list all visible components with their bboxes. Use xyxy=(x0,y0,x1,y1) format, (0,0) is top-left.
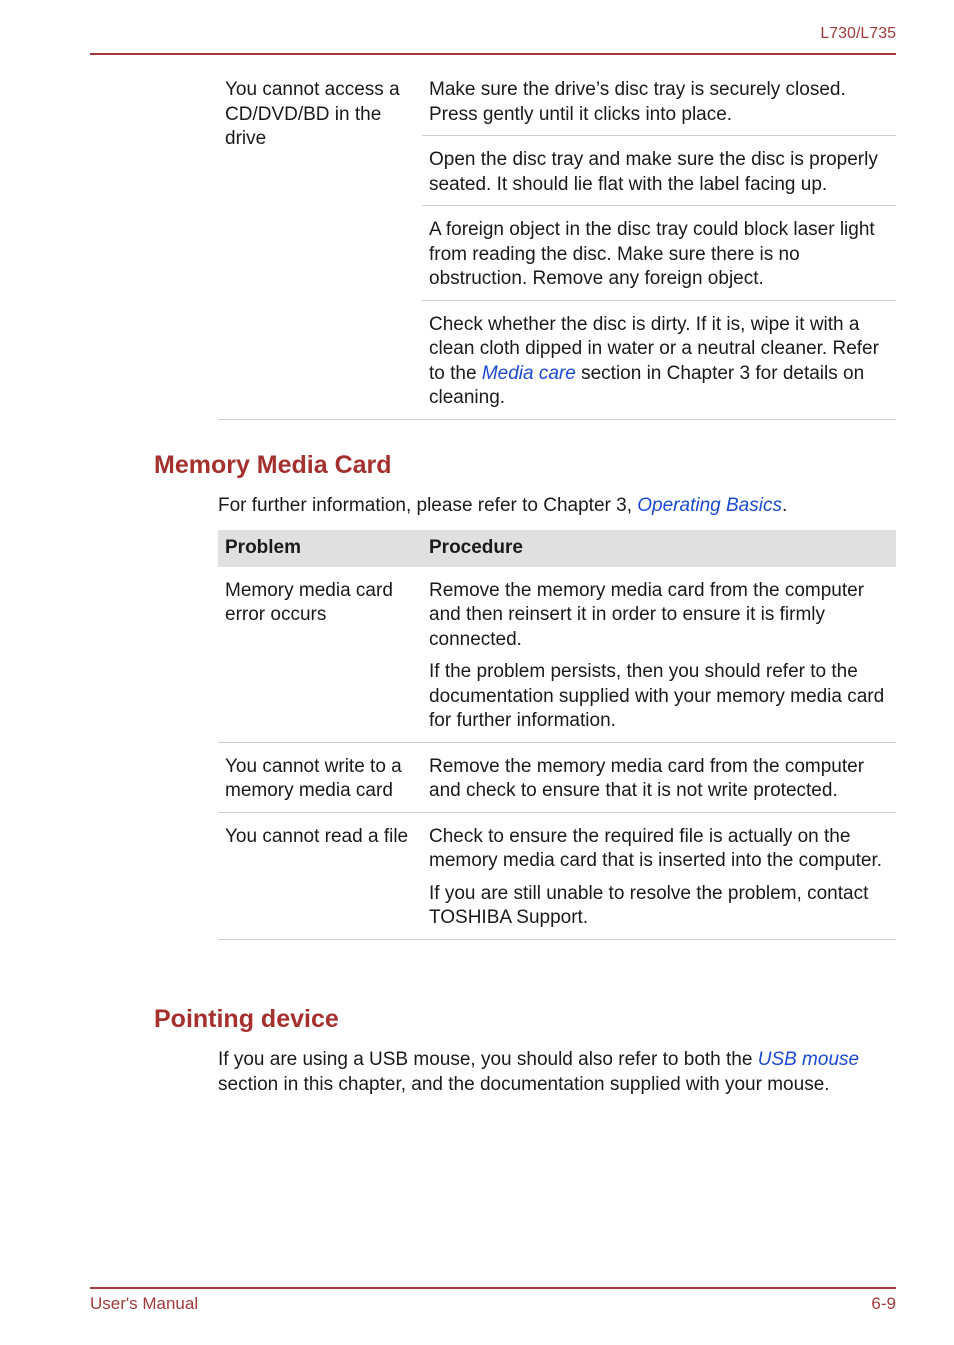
procedure-paragraph: Remove the memory media card from the computer and then reinsert it in order to ensure it is firmly connected. xyxy=(429,579,865,650)
problem-cell: You cannot read a file xyxy=(225,825,409,847)
memory-intro xyxy=(218,494,896,519)
procedure-paragraph: If the problem persists, then you should refer to the documentation supplied with your memory media card for further information. xyxy=(429,661,885,731)
procedure-paragraph: Remove the memory media card from the computer and check to ensure that it is not write protected. xyxy=(429,755,865,801)
table-row xyxy=(218,743,896,813)
memory-card-table xyxy=(218,530,896,940)
table-row xyxy=(218,66,896,420)
table-header-row xyxy=(218,530,896,567)
procedure-cell xyxy=(422,66,896,419)
header-model: L730/L735 xyxy=(820,25,896,42)
body-text-span: section in this chapter, and the documentation supplied with your mouse. xyxy=(218,1073,830,1095)
column-header-procedure: Procedure xyxy=(429,537,523,558)
table-row xyxy=(218,567,896,743)
procedure-item xyxy=(422,301,896,419)
procedure-text: Check whether the disc is dirty. If it is, wipe it with a clean cloth dipped in water or a neutral cleaner. Refer to the xyxy=(429,313,879,384)
procedure-cell xyxy=(422,743,896,812)
media-care-link[interactable]: Media care xyxy=(481,362,576,384)
problem-cell: You cannot access a CD/DVD/BD in the drive xyxy=(225,79,400,149)
table-row xyxy=(218,813,896,940)
memory-media-card-heading: Memory Media Card xyxy=(154,451,392,479)
procedure-cell xyxy=(422,813,896,939)
header-rule xyxy=(90,53,896,55)
footer-rule xyxy=(90,1287,896,1289)
procedure-item: A foreign object in the disc tray could block laser light from reading the disc. Make sure there is no obstruction. Remove any foreign object. xyxy=(422,206,896,301)
problem-cell: Memory media card error occurs xyxy=(225,579,393,625)
operating-basics-link[interactable]: Operating Basics xyxy=(637,495,782,516)
body-text-span: If you are using a USB mouse, you should also refer to both the xyxy=(218,1049,758,1070)
procedure-item: Open the disc tray and make sure the disc is properly seated. It should lie flat with the label facing up. xyxy=(422,136,896,206)
pointing-device-heading: Pointing device xyxy=(154,1005,339,1033)
footer-page-number: 6-9 xyxy=(871,1294,896,1313)
column-header-problem: Problem xyxy=(225,537,302,558)
procedure-paragraph: If you are still unable to resolve the problem, contact TOSHIBA Support. xyxy=(429,882,869,928)
problem-cell: You cannot write to a memory media card xyxy=(225,755,402,801)
procedure-item: Make sure the drive’s disc tray is securely closed. Press gently until it clicks into place. xyxy=(422,66,896,136)
usb-mouse-link[interactable]: USB mouse xyxy=(757,1049,860,1070)
procedure-paragraph: Check to ensure the required file is actually on the memory media card that is inserted into the computer. xyxy=(429,825,883,871)
cd-troubleshoot-table xyxy=(218,66,896,420)
footer-manual-title: User's Manual xyxy=(90,1294,199,1313)
procedure-cell xyxy=(422,567,896,742)
intro-text: For further information, please refer to Chapter 3, xyxy=(218,495,638,516)
pointing-device-text xyxy=(218,1048,896,1097)
procedure-text: section in Chapter 3 for details on cleaning. xyxy=(429,362,865,408)
intro-text: . xyxy=(781,495,788,516)
